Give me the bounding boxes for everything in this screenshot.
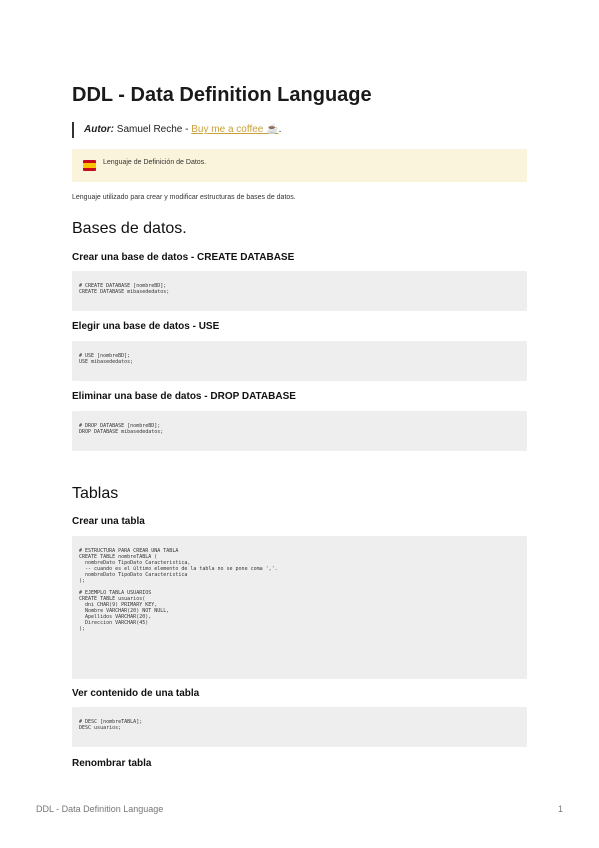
intro-paragraph: Lenguaje utilizado para crear y modificar estructuras de bases de datos.	[72, 194, 296, 201]
buy-me-a-coffee-link[interactable]: Buy me a coffee ☕	[191, 124, 279, 135]
heading-create-table: Crear una tabla	[72, 516, 145, 527]
footer-page-number: 1	[558, 804, 564, 814]
author-name: Samuel Reche -	[114, 124, 192, 135]
code-block-use-database: # USE [nombreBD]; USE mibasededatos;	[72, 341, 527, 381]
heading-rename-table: Renombrar tabla	[72, 758, 152, 769]
author-end: .	[278, 124, 282, 135]
page-title: DDL - Data Definition Language	[72, 84, 372, 106]
footer-doc-title: DDL - Data Definition Language	[36, 804, 164, 814]
code-block-drop-database: # DROP DATABASE [nombreBD]; DROP DATABASE mibasededatos;	[72, 411, 527, 451]
heading-drop-database: Eliminar una base de datos - DROP DATABASE	[72, 391, 296, 402]
author-line	[72, 122, 281, 138]
code-block-create-table: # ESTRUCTURA PARA CREAR UNA TABLA CREATE TABLE nombreTABLA ( nombreDato TipoDato Caracteristica, -- cuando es el último elemento de la tabla no se pone coma ','. nombreDato TipoDato Caracteristica ); # EJEMPLO TABLA USUARIOS CREATE TABLE usuarios( dni CHAR(9) PRIMARY KEY, Nombre VARCHAR(20) NOT NULL, Apellidos VARCHAR(20), Direccion VARCHAR(45) );	[72, 536, 527, 679]
section-heading-bases: Bases de datos.	[72, 220, 187, 237]
callout-text: Lenguaje de Definición de Datos.	[103, 159, 207, 166]
spain-flag-icon	[83, 160, 96, 171]
code-block-desc-table: # DESC [nombreTABLA]; DESC usuarios;	[72, 707, 527, 747]
heading-use-database: Elegir una base de datos - USE	[72, 321, 220, 332]
author-label: Autor:	[84, 124, 114, 135]
info-callout	[72, 149, 527, 182]
code-block-create-database: # CREATE DATABASE [nombreBD]; CREATE DATABASE mibasededatos;	[72, 271, 527, 311]
heading-desc-table: Ver contenido de una tabla	[72, 688, 200, 699]
section-heading-tablas: Tablas	[72, 485, 119, 502]
heading-create-database: Crear una base de datos - CREATE DATABASE	[72, 252, 295, 263]
